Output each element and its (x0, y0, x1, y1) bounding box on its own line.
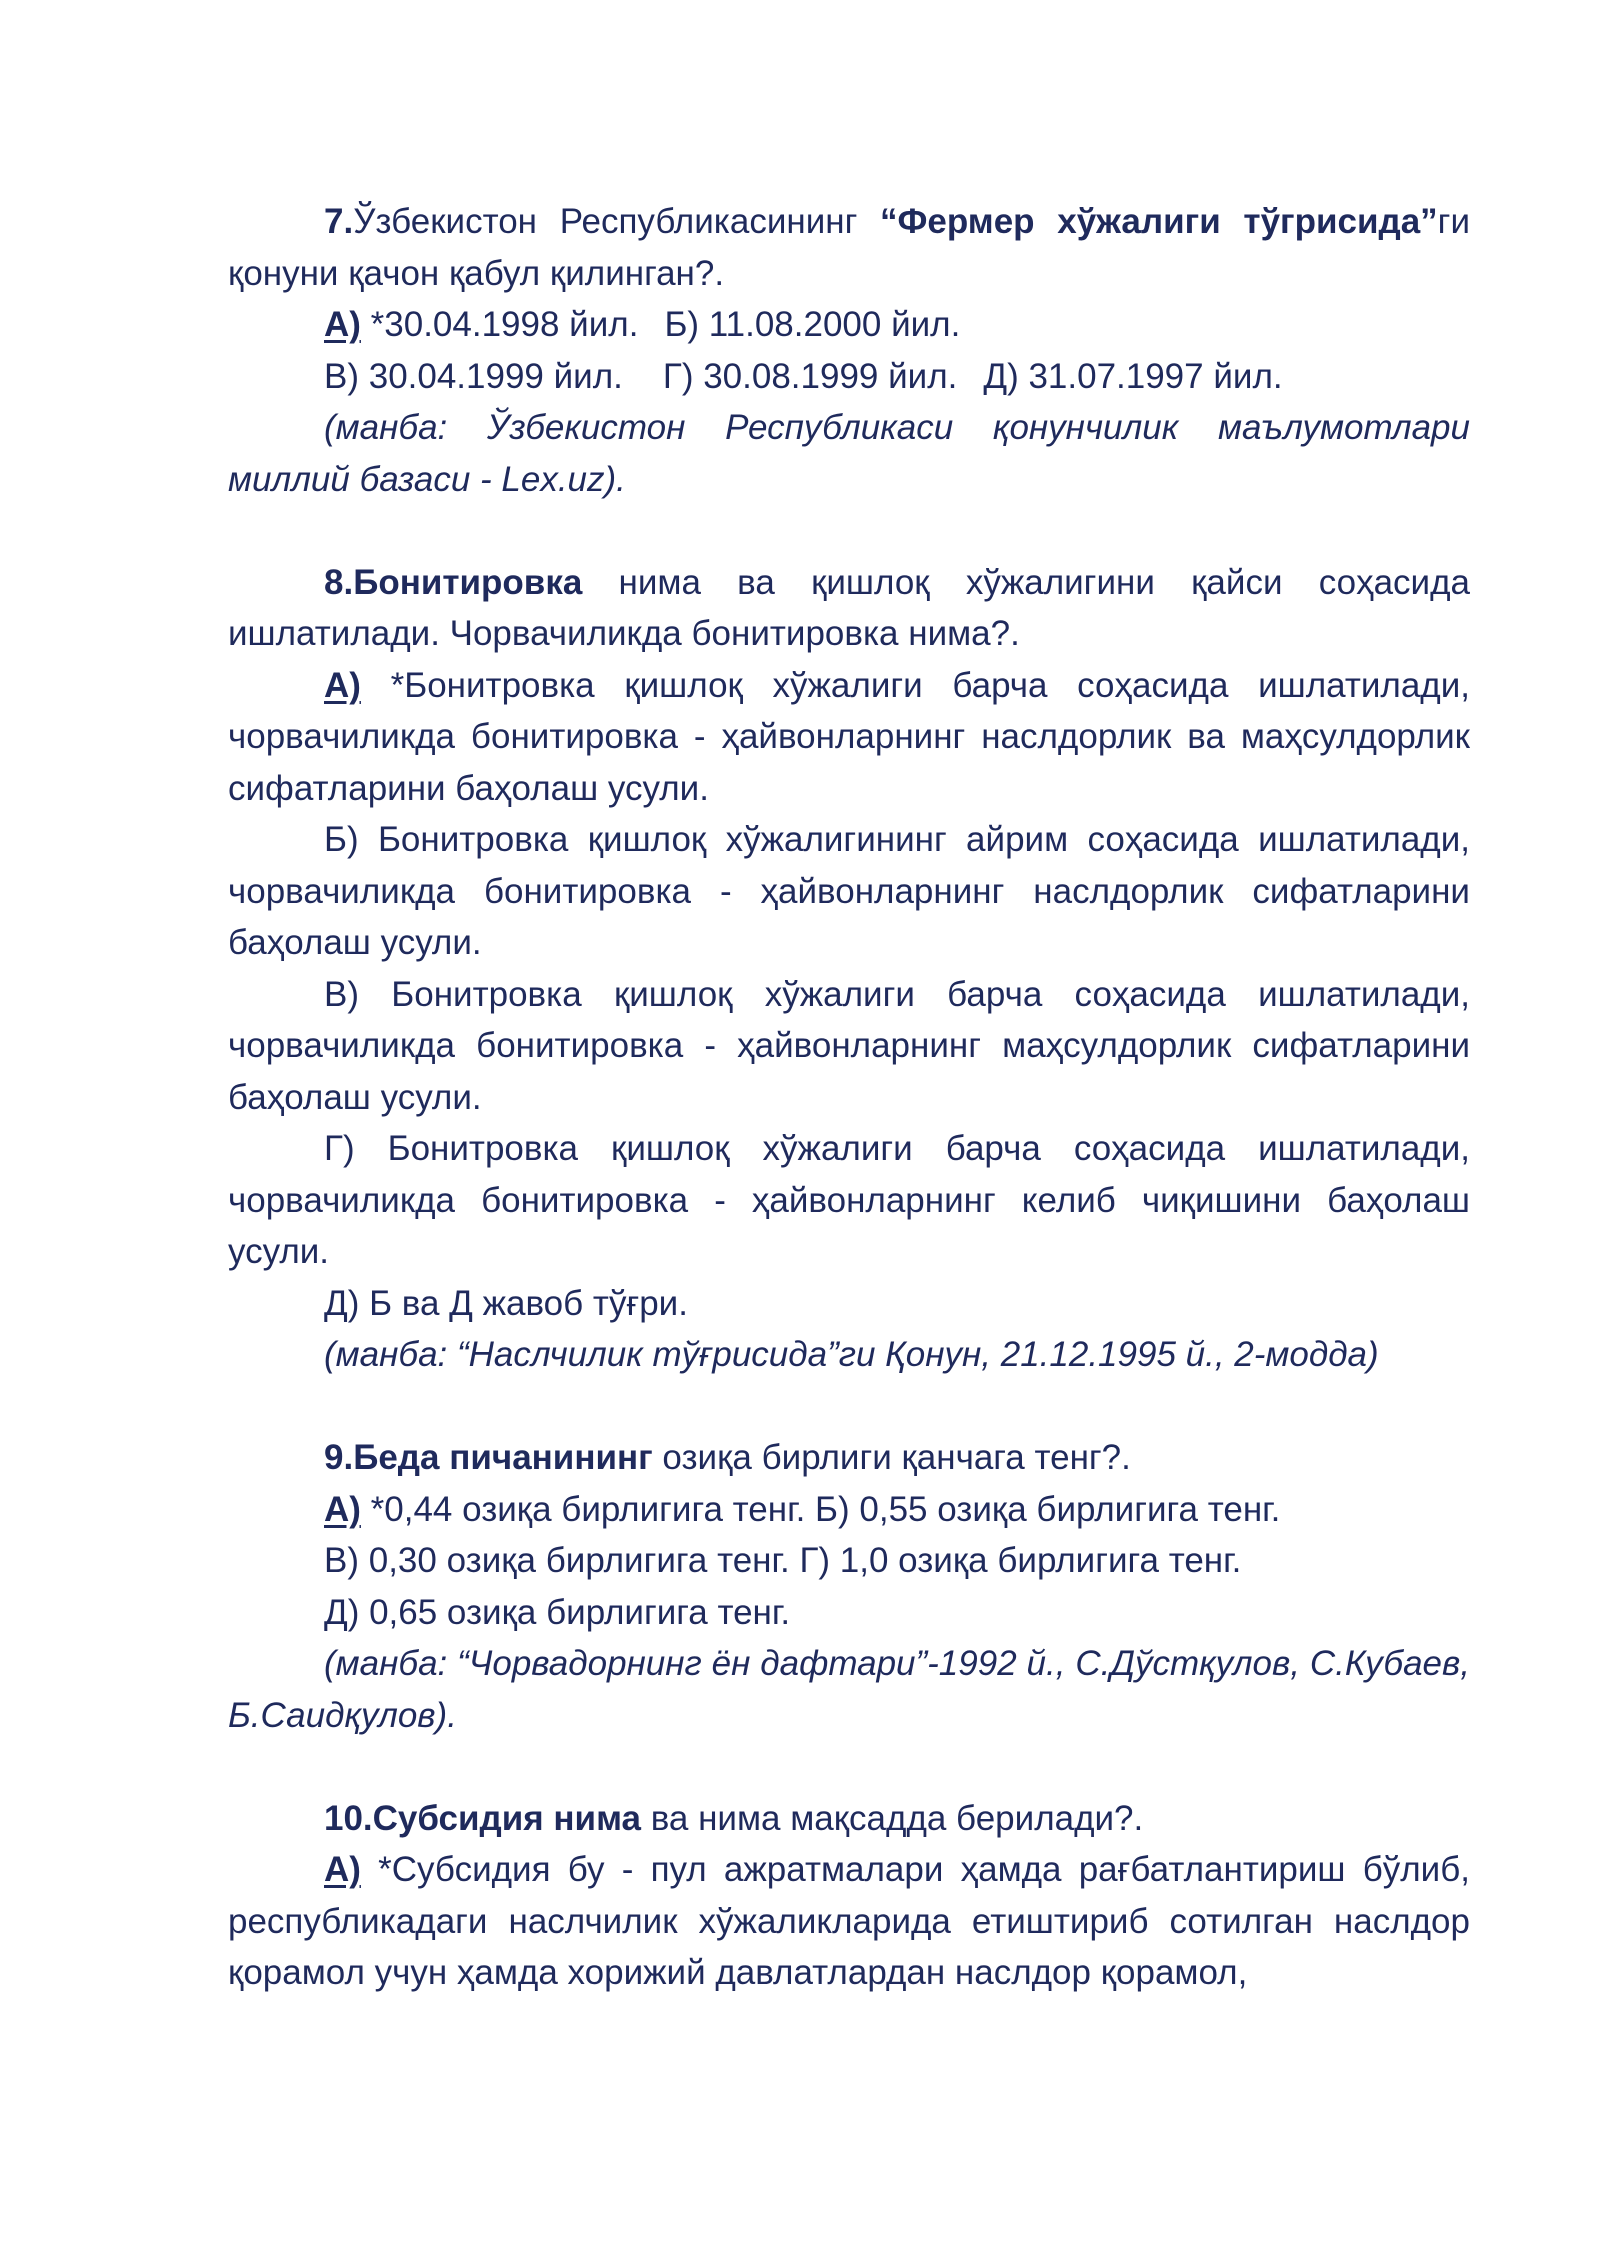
question-10 (228, 1793, 1470, 1845)
question-8 (228, 557, 1470, 660)
question-7-text-end: ги қонуни қачон қабул қилинган?. (228, 202, 1470, 293)
question-10-answer-a: *Субсидия бу - пул ажратмалари ҳамда рағбатлантириш бўлиб, республикадаги наслчилик хўжаликларида етиштириб сотилган наслдор қорамол учун ҳамда хорижий давлатлардан наслдор қорамол, (228, 1850, 1470, 1992)
question-9-answer-a-label: А) (324, 1489, 361, 1529)
question-7-answer-d: Д) 31.07.1997 йил. (983, 356, 1283, 396)
question-9-title: 9.Беда пичанининг (324, 1438, 653, 1477)
question-7-answer-b: Б) 11.08.2000 йил. (664, 305, 961, 344)
question-9-answer-g: Г) 1,0 озиқа бирлигига тенг. (799, 1541, 1242, 1580)
question-10-answer-a-label: А) (324, 1850, 361, 1889)
question-7-answer-a: *30.04.1998 йил. (360, 305, 639, 344)
question-10-text: ва нима мақсадда берилади?. (640, 1798, 1144, 1838)
question-8-title: 8.Бонитировка (324, 562, 583, 602)
question-9-options-row-2 (228, 1535, 1470, 1587)
question-9-answer-a: *0,44 озиқа бирлигига тенг. (360, 1489, 806, 1529)
question-8-answer-a: *Бонитровка қишлоқ хўжалиги барча соҳасида ишлатилади, чорвачиликда бонитировка - ҳайвонларнинг наслдорлик ва маҳсулдорлик сифатларини баҳолаш усули. (228, 665, 1470, 808)
question-9-source: (манба: “Чорвадорнинг ён дафтари”-1992 й., С.Дўстқулов, С.Кубаев, Б.Саидқулов). (228, 1644, 1470, 1735)
question-7-source: (манба: Ўзбекистон Республикаси қонунчилик маълумотлари миллий базаси - Lex.uz). (228, 408, 1470, 499)
question-9-answer-d: Д) 0,65 озиқа бирлигига тенг. (324, 1592, 791, 1632)
question-9-answer-b: Б) 0,55 озиқа бирлигига тенг. (815, 1489, 1281, 1529)
question-7-law-title: “Фермер хўжалиги тўгрисида” (880, 202, 1438, 241)
page-content (228, 196, 1470, 1999)
question-7-answer-g: Г) 30.08.1999 йил. (662, 356, 958, 396)
question-9 (228, 1432, 1470, 1484)
question-9-options-row-1 (228, 1484, 1470, 1536)
question-7-options-row-2 (228, 351, 1470, 403)
spacer (228, 1381, 1470, 1433)
spacer (228, 1741, 1470, 1793)
question-7-options-row-1 (228, 299, 1470, 351)
question-10-title: 10.Субсидия нима (324, 1798, 641, 1838)
question-8-answer-g: Г) Бонитровка қишлоқ хўжалиги барча соҳасида ишлатилади, чорвачиликда бонитировка - ҳайвонларнинг келиб чиқишини баҳолаш усули. (228, 1129, 1470, 1271)
question-8-answer-v: В) Бонитровка қишлоқ хўжалиги барча соҳасида ишлатилади, чорвачиликда бонитировка - ҳайвонларнинг маҳсулдорлик сифатларини баҳолаш усули. (228, 974, 1470, 1117)
spacer (228, 505, 1470, 557)
question-8-answer-a-label: А) (324, 665, 361, 705)
question-8-answer-d: Д) Б ва Д жавоб тўғри. (324, 1283, 688, 1323)
question-8-text: нима ва қишлоқ хўжалигини қайси соҳасида ишлатилади. Чорвачиликда бонитировка нима?. (228, 562, 1470, 653)
question-7-text-start: Ўзбекистон Республикасининг (353, 202, 881, 241)
question-9-text: озиқа бирлиги қанчага тенг?. (652, 1438, 1131, 1477)
question-7-number: 7. (324, 202, 354, 241)
question-8-answer-b: Б) Бонитровка қишлоқ хўжалигининг айрим соҳасида ишлатилади, чорвачиликда бонитировка - ҳайвонларнинг наслдорлик сифатларини баҳолаш усули. (228, 820, 1470, 962)
question-8-answer-a-row (228, 660, 1470, 815)
question-7 (228, 196, 1470, 299)
question-10-answer-a-row (228, 1844, 1470, 1999)
question-9-answer-v: В) 0,30 озиқа бирлигига тенг. (324, 1541, 790, 1580)
question-8-source: (манба: “Наслчилик тўғрисида”ги Қонун, 21.12.1995 й., 2-модда) (324, 1335, 1379, 1374)
question-7-answer-a-label: А) (324, 305, 361, 344)
question-7-answer-v: В) 30.04.1999 йил. (324, 356, 623, 396)
